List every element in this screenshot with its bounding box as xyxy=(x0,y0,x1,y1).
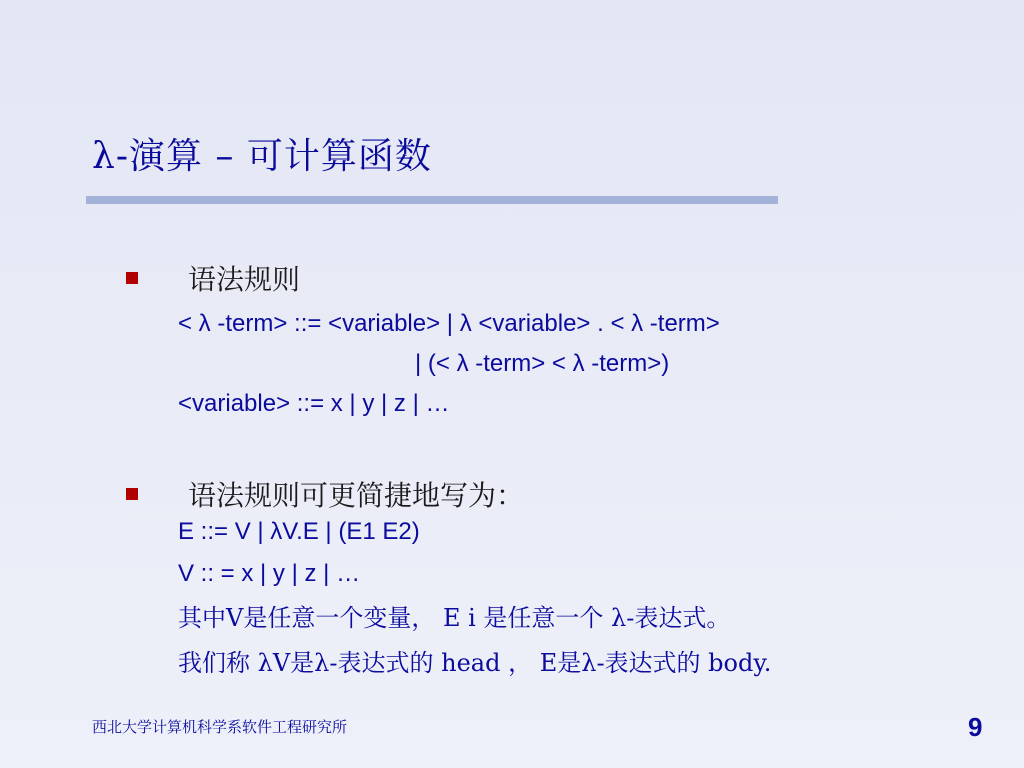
explanation-line: 其中V是任意一个变量， E i 是任意一个 λ-表达式。 xyxy=(178,604,731,632)
bullet-square-icon xyxy=(126,488,138,500)
bullet-heading: 语法规则可更简捷地写为： xyxy=(188,479,525,512)
bullet-square-icon xyxy=(126,272,138,284)
grammar-line: < λ -term> ::= <variable> | λ <variable> . < λ -term> xyxy=(178,310,720,337)
grammar-line: | (< λ -term> < λ -term>) xyxy=(415,350,670,377)
grammar-line: V :: = x | y | z | … xyxy=(178,560,361,587)
explanation-line: 我们称 λV是λ-表达式的 head ， E是λ-表达式的 body. xyxy=(178,649,772,677)
page-number: 9 xyxy=(968,712,983,742)
grammar-line: <variable> ::= x | y | z | … xyxy=(178,390,450,417)
footer-institution: 西北大学计算机科学系软件工程研究所 xyxy=(92,718,348,736)
title-underline xyxy=(86,196,778,204)
slide-title: λ-演算 – 可计算函数 xyxy=(92,136,432,177)
bullet-heading: 语法规则 xyxy=(188,263,301,296)
grammar-line: E ::= V | λV.E | (E1 E2) xyxy=(178,518,420,545)
